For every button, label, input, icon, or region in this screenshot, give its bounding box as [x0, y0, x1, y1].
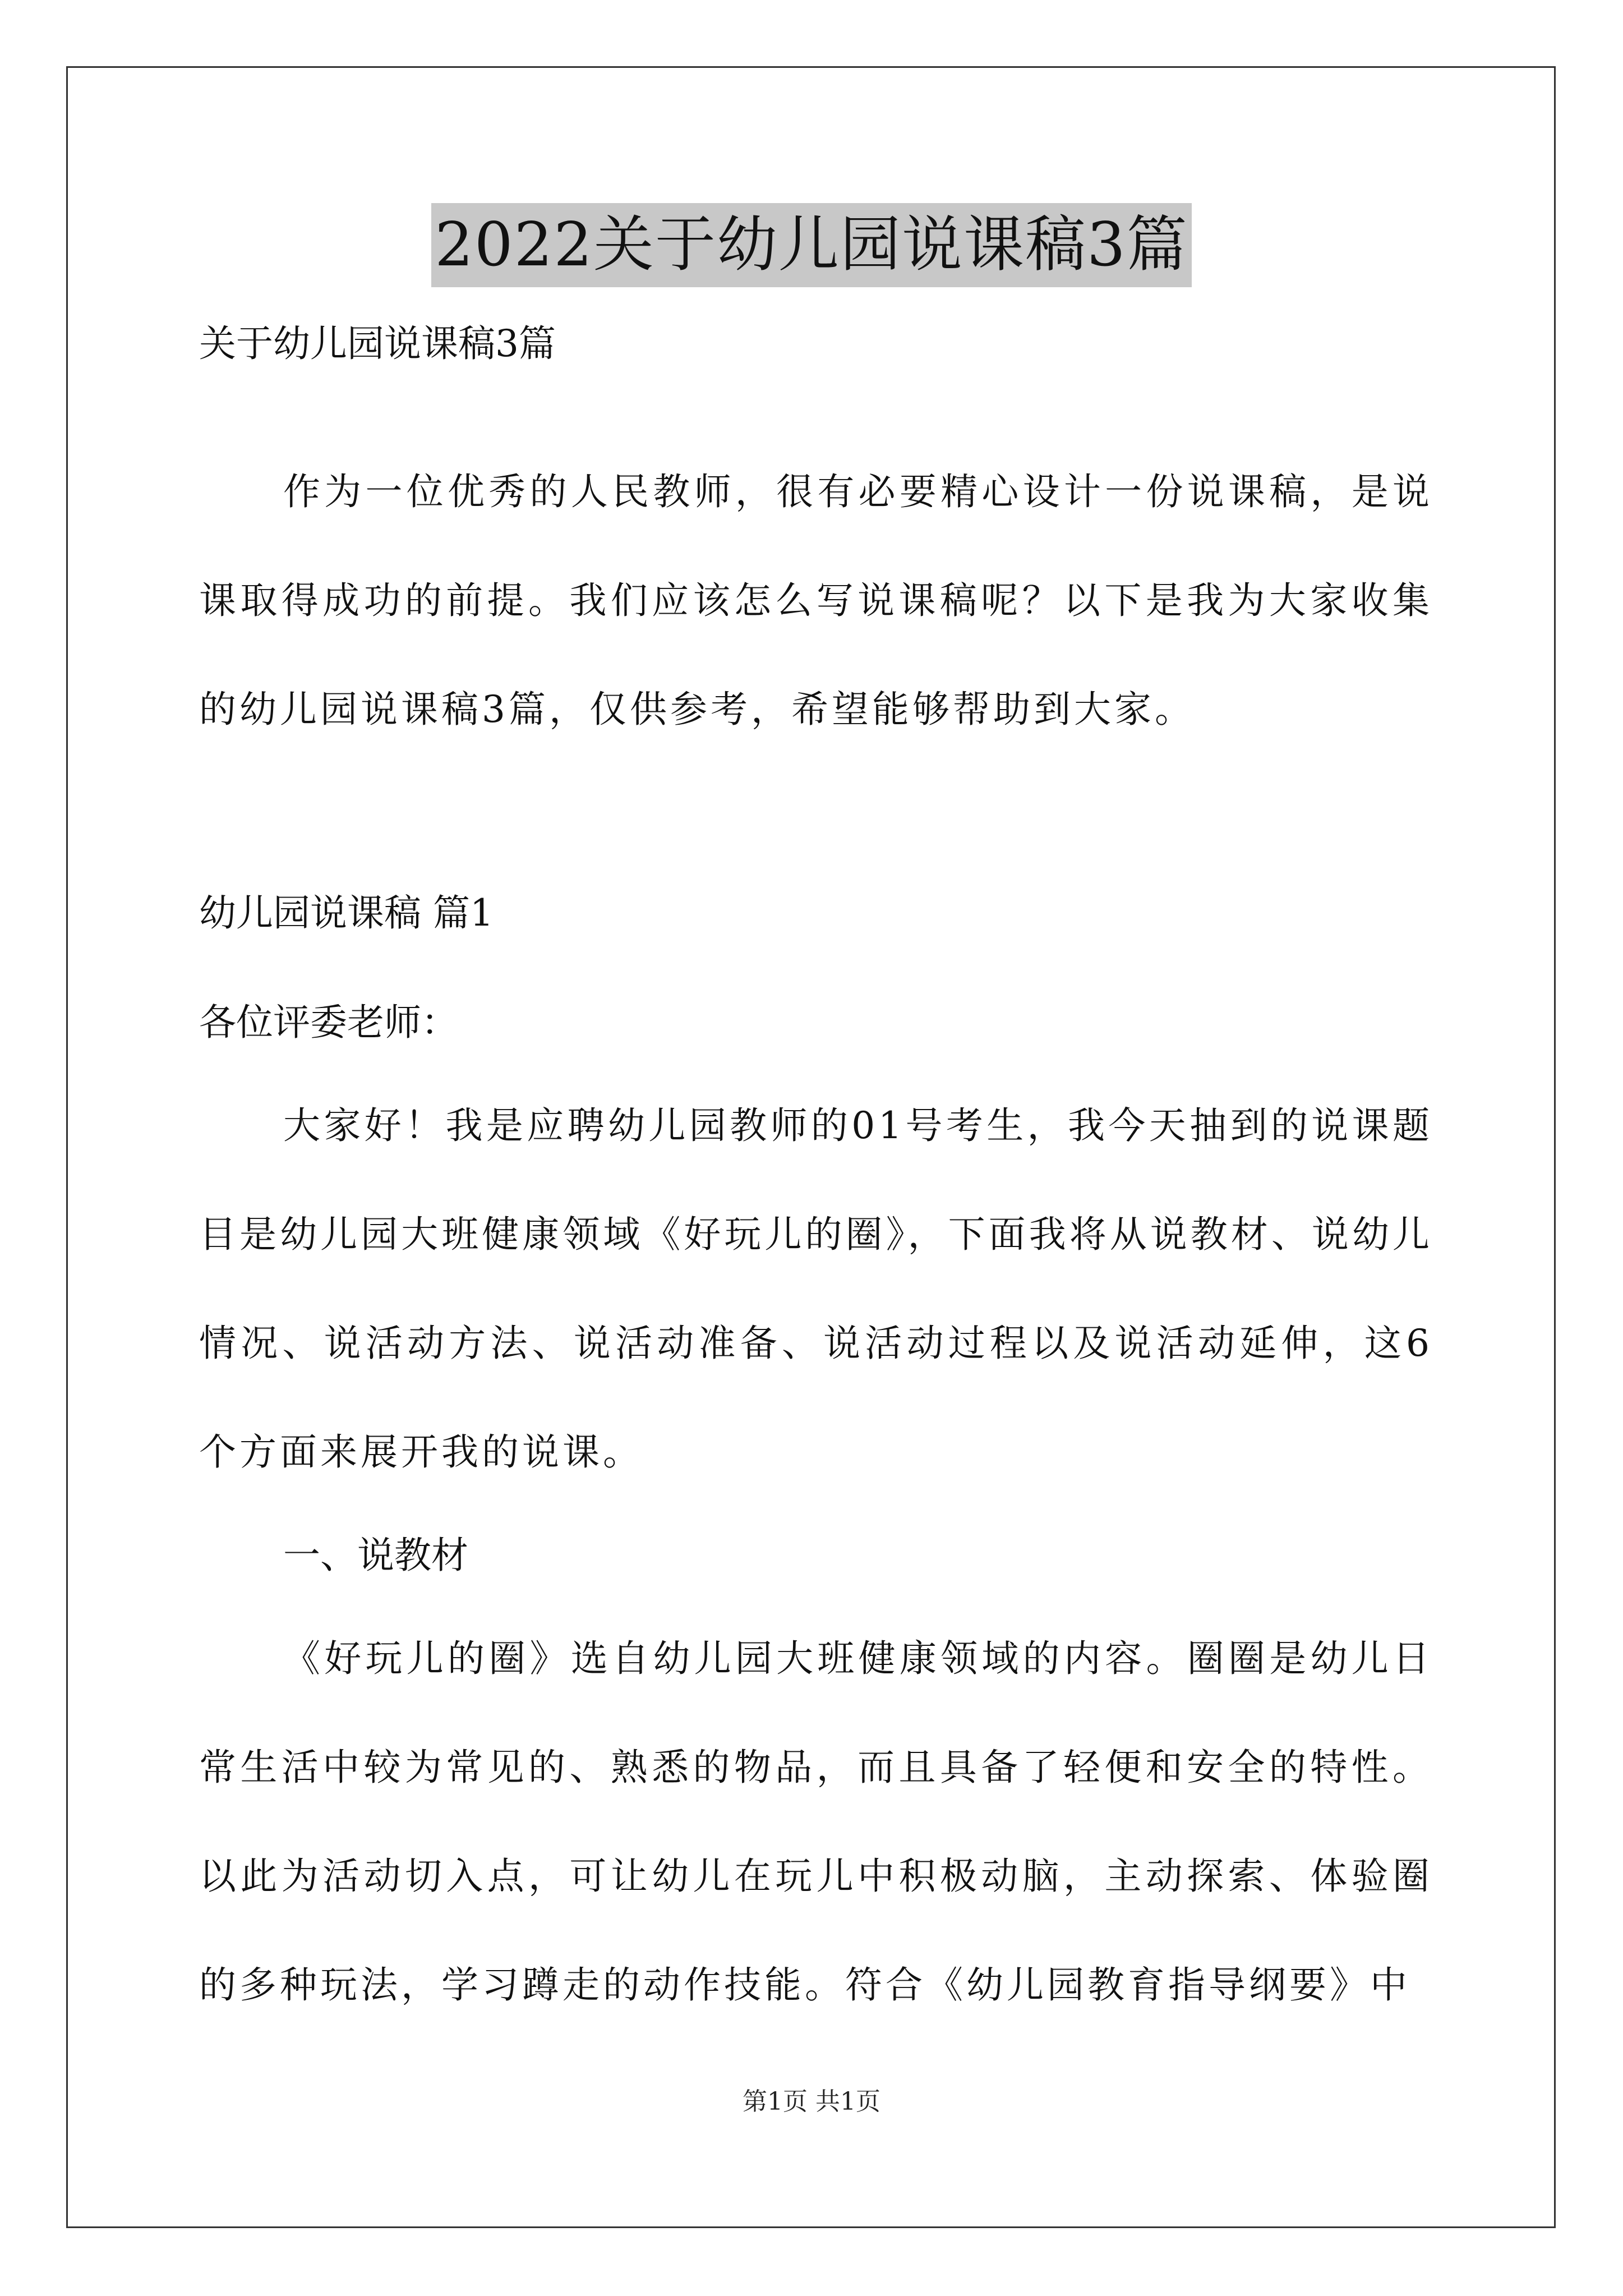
salutation: 各位评委老师：	[199, 1001, 458, 1044]
section-heading: 幼儿园说课稿 篇1	[199, 891, 494, 935]
material-paragraph: 《好玩儿的圈》选自幼儿园大班健康领域的内容。圈圈是幼儿日常生活中较为常见的、熟悉的物品，而且具备了轻便和安全的特性。以此为活动切入点，可让幼儿在玩儿中积极动脑，主动探索、体验圈的多种玩法，学习蹲走的动作技能。符合《幼儿园教育指导纲要》中	[199, 1637, 1433, 2007]
document-title: 2022关于幼儿园说课稿3篇	[431, 203, 1192, 287]
intro-paragraph: 作为一位优秀的人民教师，很有必要精心设计一份说课稿，是说课取得成功的前提。我们应该怎么写说课稿呢？以下是我为大家收集的幼儿园说课稿3篇，仅供参考，希望能够帮助到大家。	[199, 470, 1433, 731]
subheading-material: 一、说教材	[283, 1534, 468, 1577]
document-subtitle: 关于幼儿园说课稿3篇	[199, 322, 556, 365]
page-footer: 第1页 共1页	[743, 2087, 880, 2116]
greeting-paragraph: 大家好！我是应聘幼儿园教师的01号考生，我今天抽到的说课题目是幼儿园大班健康领域《好玩儿的圈》，下面我将从说教材、说幼儿情况、说活动方法、说活动准备、说活动过程以及说活动延伸，这6个方面来展开我的说课。	[199, 1104, 1433, 1474]
title-container	[0, 203, 1623, 287]
